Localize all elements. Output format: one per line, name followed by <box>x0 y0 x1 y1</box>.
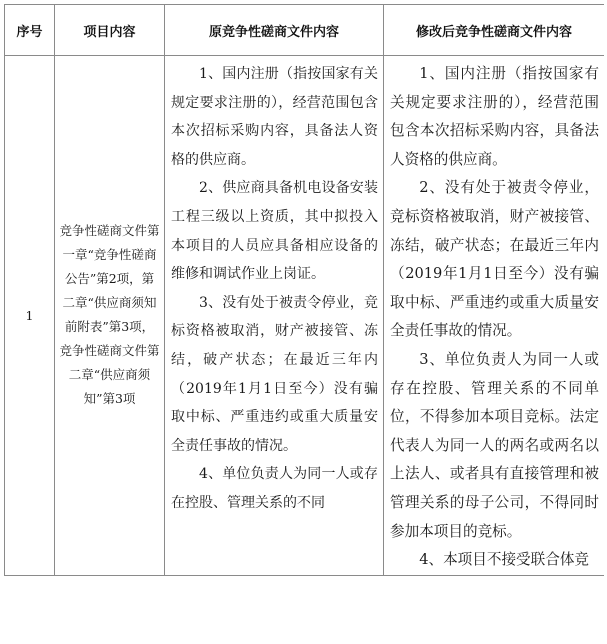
table-row <box>5 56 605 576</box>
row-serial-number: 1 <box>5 56 55 576</box>
modified-clause-2: 2、没有处于被责令停业，竞标资格被取消，财产被接管、冻结，破产状态；在最近三年内（2019年1月1日至今）没有骗取中标、严重违约或重大质量安全责任事故的情况。 <box>390 179 599 340</box>
table-header-row <box>5 5 605 56</box>
modified-clause-1: 1、国内注册（指按国家有关规定要求注册的），经营范围包含本次招标采购内容，具备法人资格的供应商。 <box>390 65 599 168</box>
original-clause-3: 3、没有处于被责令停业，竞标资格被取消，财产被接管、冻结，破产状态；在最近三年内（2019年1月1日至今）没有骗取中标、严重违约或重大质量安全责任事故的情况。 <box>171 294 378 454</box>
row-original-content <box>165 56 384 576</box>
original-clause-1: 1、国内注册（指按国家有关规定要求注册的），经营范围包含本次招标采购内容，具备法人资格的供应商。 <box>171 66 378 168</box>
modified-clause-3: 3、单位负责人为同一人或存在控股、管理关系的不同单位，不得参加本项目竞标。法定代表人为同一人的两名或两名以上法人、或者具有直接管理和被管理关系的母子公司，不得同时参加本项目的竞标。 <box>390 350 599 540</box>
header-serial-number: 序号 <box>5 5 55 56</box>
header-modified-content: 修改后竞争性磋商文件内容 <box>384 5 605 56</box>
header-original-content: 原竞争性磋商文件内容 <box>165 5 384 56</box>
row-modified-content <box>384 56 605 576</box>
original-clause-4: 4、单位负责人为同一人或存在控股、管理关系的不同 <box>171 466 378 511</box>
modified-clause-4: 4、本项目不接受联合体竞 <box>419 551 590 569</box>
original-clause-2: 2、供应商具备机电设备安装工程三级以上资质，其中拟投入本项目的人员应具备相应设备的维修和调试作业上岗证。 <box>171 180 378 283</box>
amendment-table <box>4 4 604 576</box>
header-item-content: 项目内容 <box>55 5 165 56</box>
document-table-wrapper <box>4 4 604 644</box>
row-item-content: 竞争性磋商文件第一章“竞争性磋商公告”第2项，第二章“供应商须知前附表”第3项，竞争性磋商文件第二章“供应商须知”第3项 <box>55 56 165 576</box>
